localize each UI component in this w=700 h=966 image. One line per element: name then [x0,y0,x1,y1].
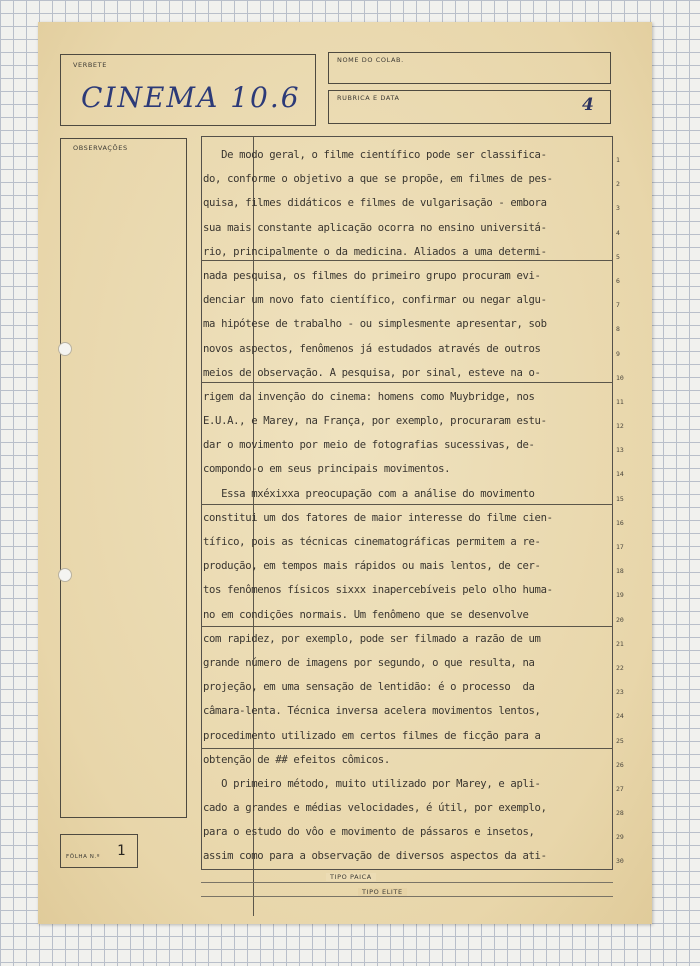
rubrica-data-label: RUBRICA E DATA [337,94,400,102]
typed-line: meios de observação. A pesquisa, por sinal, esteve na o- [203,366,541,379]
line-number: 16 [616,518,624,527]
line-number: 1 [616,156,620,164]
line-number: 23 [616,688,624,697]
line-number: 18 [616,567,624,576]
footer-line-paica [201,882,613,883]
line-number: 14 [616,470,624,479]
line-number: 27 [616,784,624,793]
typed-line: constitui um dos fatores de maior interesse do filme cien- [203,511,553,524]
line-number-column [616,148,624,874]
typed-line: compondo-o em seus principais movimentos. [203,463,451,476]
typed-line: assim como para a observação de diversos aspectos da ati- [203,850,547,863]
punch-hole-top [58,342,72,356]
typed-line: procedimento utilizado em certos filmes de ficção para a [203,729,541,742]
typed-line: projeção, em uma sensação de lentidão: é o processo da [203,681,535,694]
line-number: 12 [616,422,624,431]
folha-value: 1 [117,843,126,859]
typed-line: De modo geral, o filme científico pode ser classifica- [203,149,547,161]
line-number: 13 [616,446,624,455]
typed-line: novos aspectos, fenômenos já estudados através de outros [203,342,541,355]
typed-line: grande número de imagens por segundo, o que resulta, na [203,656,535,669]
typed-line: rio, principalmente o da medicina. Aliados a uma determi- [203,245,547,258]
typed-line: para o estudo do vôo e movimento de pássaros e insetos, [203,826,535,839]
line-number: 8 [616,325,620,334]
line-number: 9 [616,349,620,358]
typed-text-body [203,143,613,869]
verbete-box [60,54,316,126]
footer-line-elite [201,896,613,897]
folha-box [60,834,138,868]
typed-line: no em condições normais. Um fenômeno que se desenvolve [203,608,529,621]
typed-line: Essa mxéxixxa preocupação com a análise do movimento [203,487,535,500]
typed-line: obtenção de ## efeitos cômicos. [203,753,390,766]
rubrica-mark: 4 [582,95,596,115]
line-number: 7 [616,301,620,310]
line-number: 28 [616,809,624,818]
punch-hole-bottom [58,568,72,582]
line-number: 30 [616,857,624,866]
typed-line: ma hipótese de trabalho - ou simplesmente apresentar, sob [203,318,547,331]
observacoes-box [60,138,187,818]
line-number: 3 [616,204,620,213]
typed-line: produção, em tempos mais rápidos ou mais lentos, de cer- [203,560,541,573]
typed-line: quisa, filmes didáticos e filmes de vulgarisação - embora [203,197,547,210]
verbete-value: CINEMA 10.6 [81,81,301,114]
rubrica-data-box [328,90,611,124]
line-number: 6 [616,276,620,285]
line-number: 5 [616,252,620,261]
line-number: 29 [616,833,624,842]
line-number: 26 [616,760,624,769]
line-number: 25 [616,736,624,745]
line-number: 21 [616,639,624,648]
typed-line: rigem da invenção do cinema: homens como Muybridge, nos [203,390,535,403]
line-number: 4 [616,228,620,237]
line-number: 2 [616,180,620,189]
typed-line: com rapidez, por exemplo, pode ser filmado a razão de um [203,632,541,645]
folha-label: FÔLHA N.º [66,854,101,860]
line-number: 22 [616,663,624,672]
verbete-label: VERBETE [73,61,107,69]
line-number: 20 [616,615,624,624]
line-number: 24 [616,712,624,721]
typed-line: do, conforme o objetivo a que se propõe, em filmes de pes- [203,173,553,186]
typed-line: sua mais constante aplicação ocorra no ensino universitá- [203,221,547,234]
tipo-elite-label: TIPO ELITE [358,888,407,896]
line-number: 17 [616,543,624,551]
typed-line: O primeiro método, muito utilizado por Marey, e apli- [203,777,541,790]
observacoes-label: OBSERVAÇÕES [73,144,128,152]
typed-line: cado a grandes e médias velocidades, é útil, por exemplo, [203,802,547,815]
typed-line: câmara-lenta. Técnica inversa acelera movimentos lentos, [203,705,541,718]
typed-line: E.U.A., e Marey, na França, por exemplo, procuraram estu- [203,415,547,428]
typed-line: tos fenômenos físicos sixxx inapercebíveis pelo olho huma- [203,584,553,597]
line-number: 11 [616,397,624,406]
typed-line: denciar um novo fato científico, confirmar ou negar algu- [203,294,547,307]
tipo-paica-label: TIPO PAICA [326,873,376,881]
typed-line: nada pesquisa, os filmes do primeiro grupo procuram evi- [203,269,541,282]
line-number: 15 [616,494,624,503]
line-number: 10 [616,373,624,382]
nome-colab-label: NOME DO COLAB. [337,56,404,64]
typed-line: dar o movimento por meio de fotografias sucessivas, de- [203,439,535,452]
line-number: 19 [616,591,624,600]
typed-line: tífico, pois as técnicas cinematográficas permitem a re- [203,536,541,548]
nome-colab-box [328,52,611,84]
